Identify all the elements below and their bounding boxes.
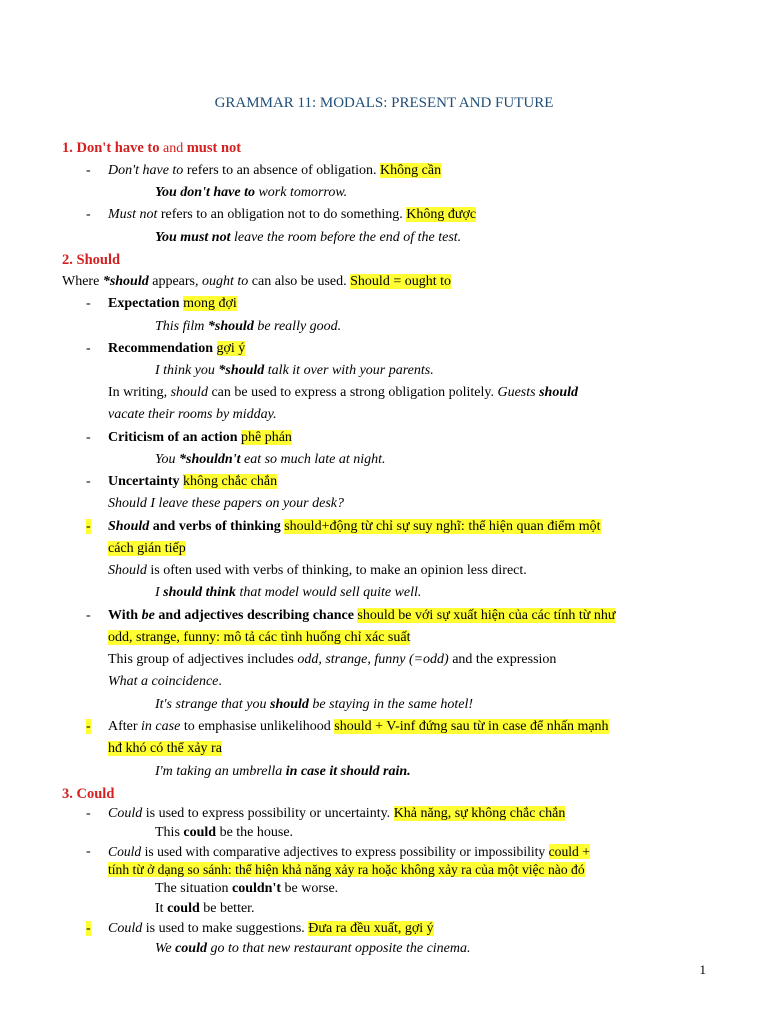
term: ought to	[202, 274, 249, 289]
term: Could	[108, 921, 143, 936]
example-text: We	[155, 941, 176, 956]
example	[155, 696, 473, 714]
example-bold: in case it should rain.	[285, 764, 411, 779]
translation-highlight: should+động từ chỉ sự suy nghĩ: thể hiện quan điểm một	[284, 519, 601, 534]
list-item-cont	[108, 740, 222, 758]
example-bold: could	[167, 901, 200, 916]
dash-highlight: -	[86, 719, 91, 734]
example-bold: could	[183, 825, 217, 840]
example-text: talk it over with your parents.	[264, 363, 434, 378]
term: *should	[102, 274, 149, 289]
list-item	[108, 340, 245, 358]
example	[155, 940, 471, 958]
translation-highlight: should be với sự xuất hiện của các tính từ như	[357, 608, 616, 623]
label: Recommendation	[108, 341, 213, 356]
example-text: be really good.	[253, 319, 342, 334]
term: Should	[108, 519, 150, 534]
list-item-cont	[108, 861, 585, 879]
text: .	[218, 674, 222, 689]
term: should	[539, 385, 579, 400]
translation-highlight: không chắc chắn	[183, 474, 278, 489]
example	[155, 900, 255, 918]
text: refers to an obligation not to do something.	[157, 207, 407, 222]
example-text: be worse.	[281, 881, 339, 896]
bullet-dash: -	[86, 430, 91, 445]
term: Must not	[108, 207, 158, 222]
translation-highlight: Không cần	[380, 163, 442, 178]
term: should	[170, 385, 208, 400]
term: Guests	[497, 385, 540, 400]
heading-part: must not	[186, 140, 242, 156]
example	[155, 229, 461, 247]
list-item-cont	[108, 629, 410, 647]
heading-part: and	[159, 141, 187, 156]
label: Expectation	[108, 296, 180, 311]
text: can be used to express a strong obligation politely.	[207, 385, 498, 400]
bullet-dash: -	[86, 806, 91, 821]
list-item-cont	[108, 540, 186, 558]
note	[108, 673, 222, 691]
example-bold: You don't have to	[155, 185, 255, 200]
list-item	[108, 920, 434, 938]
translation-highlight: could +	[548, 844, 590, 859]
example-bold: could	[175, 941, 207, 956]
translation-highlight: Khả năng, sự không chắc chắn	[393, 806, 566, 821]
list-item	[108, 295, 237, 313]
example-text: leave the room before the end of the test.	[230, 230, 462, 245]
text: appears,	[148, 274, 202, 289]
term: Could	[108, 806, 143, 821]
term: Could	[108, 844, 142, 859]
example-bold: *should	[218, 363, 265, 378]
translation-highlight: tính từ ở dạng so sánh: thể hiện khả năng xảy ra hoặc không xảy ra của một việc nào đó	[108, 862, 585, 877]
translation-highlight: mong đợi	[183, 296, 237, 311]
list-item	[108, 206, 476, 224]
text: is used to express possibility or uncertainty.	[142, 806, 394, 821]
example-text: be the house.	[216, 825, 294, 840]
bullet-dash: -	[86, 474, 91, 489]
page-number: 1	[699, 962, 706, 977]
translation-highlight: Đưa ra đều xuất, gợi ý	[308, 921, 434, 936]
list-item	[108, 805, 565, 823]
example	[155, 763, 411, 781]
example-text: work tomorrow.	[254, 185, 348, 200]
example-text: This	[155, 825, 184, 840]
example-text: It	[155, 901, 168, 916]
list-item	[108, 429, 292, 447]
list-item	[108, 607, 615, 625]
bullet-dash: -	[86, 296, 91, 311]
bullet-dash	[86, 518, 91, 536]
example-text: be better.	[199, 901, 255, 916]
example-text: It's strange that you	[155, 697, 270, 712]
term: Should	[108, 563, 147, 578]
example-bold: *should	[207, 319, 254, 334]
section-3-heading: 3. Could	[62, 786, 115, 802]
bullet-dash: -	[86, 608, 91, 623]
example	[155, 362, 434, 380]
label: With	[108, 608, 142, 623]
text: to emphasise unlikelihood	[180, 719, 335, 734]
note	[108, 384, 578, 402]
example-bold: You must not	[155, 230, 231, 245]
example-bold: couldn't	[232, 881, 282, 896]
example-bold: should think	[163, 585, 236, 600]
example-text: I'm taking an umbrella	[155, 764, 286, 779]
term: What a coincidence	[108, 674, 219, 689]
example	[155, 451, 386, 469]
example-text: that model would sell quite well.	[235, 585, 422, 600]
example	[155, 584, 421, 602]
note: vacate their rooms by midday.	[108, 407, 277, 422]
text: is used with comparative adjectives to express possibility or impossibility	[141, 844, 549, 859]
example	[155, 880, 338, 898]
example-bold: *shouldn't	[179, 452, 241, 467]
translation-highlight: hđ khó có thể xảy ra	[108, 741, 222, 756]
note	[108, 651, 556, 669]
page-title: GRAMMAR 11: MODALS: PRESENT AND FUTURE	[214, 95, 554, 111]
translation-highlight: Should = ought to	[350, 274, 451, 289]
text: can also be used.	[248, 274, 351, 289]
text: After	[108, 719, 142, 734]
bullet-dash	[86, 920, 91, 938]
term: in case	[141, 719, 181, 734]
example	[155, 824, 293, 842]
term: odd, strange, funny (=odd)	[297, 652, 449, 667]
text: In writing,	[108, 385, 171, 400]
list-item	[108, 473, 277, 491]
text: This group of adjectives includes	[108, 652, 298, 667]
section-intro	[62, 273, 451, 291]
example-text: eat so much late at night.	[240, 452, 386, 467]
translation-highlight: odd, strange, funny: mô tả các tình huống chỉ xác suất	[108, 630, 411, 645]
list-item	[108, 843, 590, 861]
term: Don't have to	[108, 163, 184, 178]
translation-highlight: gợi ý	[216, 341, 246, 356]
example-text: be staying in the same hotel!	[308, 697, 473, 712]
section-2-heading: 2. Should	[62, 252, 121, 268]
example	[155, 318, 341, 336]
list-item	[108, 518, 601, 536]
example-bold: should	[270, 697, 309, 712]
example-text: This film	[155, 319, 208, 334]
heading-part: 1. Don't have to	[62, 140, 160, 156]
dash-highlight: -	[86, 519, 91, 534]
bullet-dash: -	[86, 341, 91, 356]
term: be	[141, 608, 155, 623]
note	[108, 562, 527, 580]
translation-highlight: phê phán	[240, 430, 292, 445]
dash-highlight: -	[86, 921, 91, 936]
text: is often used with verbs of thinking, to make an opinion less direct.	[146, 563, 527, 578]
text: is used to make suggestions.	[142, 921, 309, 936]
bullet-dash: -	[86, 163, 91, 178]
list-item	[108, 718, 609, 736]
list-item	[108, 162, 441, 180]
text: Where	[62, 274, 103, 289]
example-text: go to that new restaurant opposite the cinema.	[206, 941, 471, 956]
label: Uncertainty	[108, 474, 180, 489]
example: Should I leave these papers on your desk?	[108, 496, 344, 511]
translation-highlight: Không được	[406, 207, 477, 222]
label: and verbs of thinking	[149, 519, 281, 534]
label: Criticism of an action	[108, 430, 238, 445]
label: and adjectives describing chance	[154, 608, 354, 623]
example-text: The situation	[155, 881, 232, 896]
example-text: I think you	[155, 363, 219, 378]
translation-highlight: should + V-inf đứng sau từ in case để nhấn mạnh	[334, 719, 609, 734]
translation-highlight: cách gián tiếp	[108, 541, 186, 556]
example-text: You	[155, 452, 180, 467]
bullet-dash: -	[86, 844, 91, 859]
example	[155, 184, 347, 202]
bullet-dash	[86, 718, 91, 736]
section-1-heading	[62, 139, 241, 158]
example-text: I	[155, 585, 164, 600]
text: refers to an absence of obligation.	[183, 163, 381, 178]
text: and the expression	[448, 652, 557, 667]
bullet-dash: -	[86, 207, 91, 222]
